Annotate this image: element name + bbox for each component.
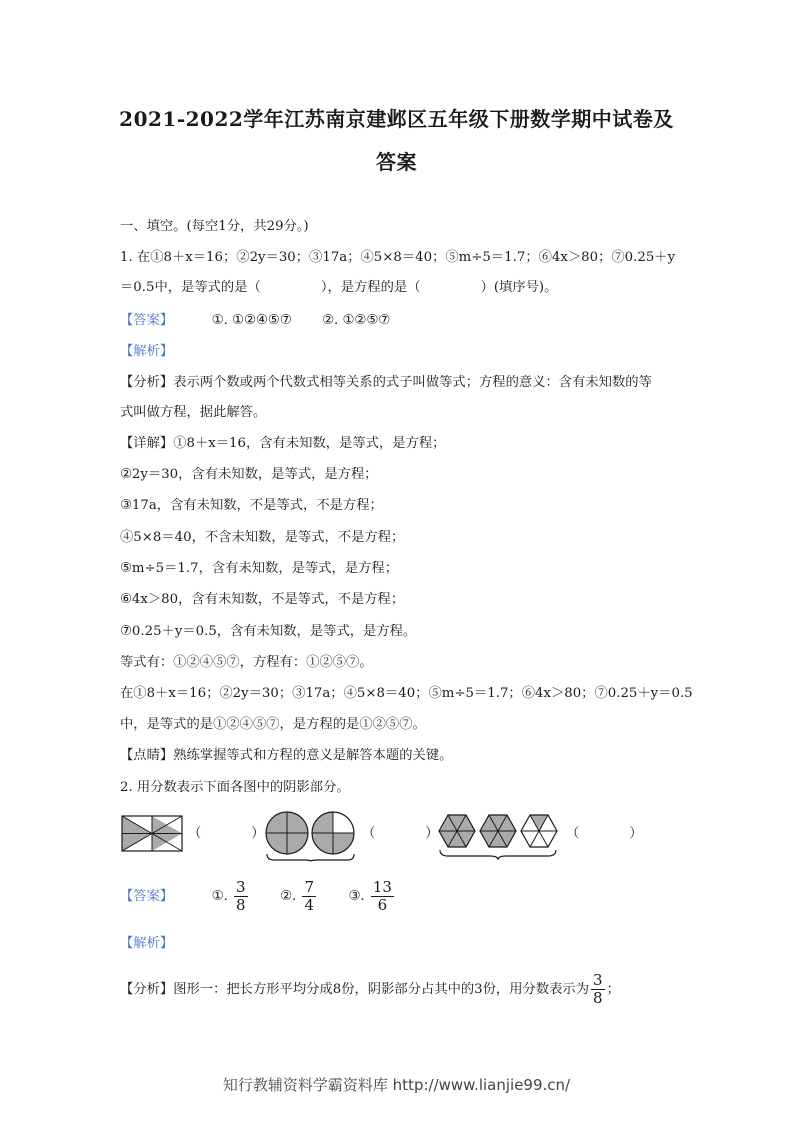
paren-close: ）: [251, 826, 265, 841]
paren-close: ）: [629, 826, 643, 841]
q1-answer-row: [120, 313, 680, 329]
fenxi-tag: 【分析】: [120, 982, 174, 997]
q1-stem-part-a: ＝0.5中，是等式的是（: [120, 280, 261, 295]
q2-answer-3-label: ③.: [348, 889, 365, 904]
q1-detail-6: ⑥4x＞80，含有未知数，不是等式，不是方程；: [120, 592, 405, 607]
q1-detail-7: ⑦0.25＋y＝0.5，含有未知数，是等式，是方程。: [120, 624, 417, 639]
figure-circles: [264, 810, 358, 862]
q2-answer-2-label: ②.: [280, 889, 297, 904]
paren-open: （: [188, 826, 202, 841]
xiangjie-tag: 【详解】: [120, 436, 174, 451]
dianjing-tag: 【点睛】: [120, 748, 174, 763]
q1-fenxi-text: 表示两个数或两个代数式相等关系的式子叫做等式；方程的意义：含有未知数的等: [173, 375, 652, 390]
q2-fenxi-text: 图形一：把长方形平均分成8份，阴影部分占其中的3份，用分数表示为: [173, 982, 590, 997]
q1-summary-3: 中，是等式的是①②④⑤⑦，是方程的是①②⑤⑦。: [120, 717, 426, 732]
figure-hexagons: [438, 812, 562, 860]
footer-watermark: 知行教辅资料学霸资料库 http://www.lianjie99.cn/: [222, 1076, 571, 1094]
q1-answer-2: ②. ①②⑤⑦: [322, 313, 391, 328]
page-title-line2: 答案: [376, 150, 417, 174]
q1-summary-1: 等式有：①②④⑤⑦，方程有：①②⑤⑦。: [120, 655, 373, 670]
q2-answer-1-fraction: $\frac{3}{8}$: [236, 878, 246, 914]
q2-answer-1-label: ①.: [211, 889, 228, 904]
paren-close: ）: [425, 826, 439, 841]
q1-dianjing-text: 熟练掌握等式和方程的意义是解答本题的关键。: [173, 748, 453, 763]
q1-detail-3: ③17a，含有未知数，不是等式，不是方程；: [120, 498, 383, 513]
q1-analysis-tag: 【解析】: [120, 344, 174, 359]
section-heading: 一、填空。(每空1分，共29分。): [120, 219, 309, 234]
q2-answer-row: [120, 879, 680, 915]
q1-summary-2: 在①8＋x＝16；②2y＝30；③17a；④5×8＝40；⑤m÷5＝1.7；⑥4x＞80；⑦0.25＋y＝0.5: [120, 686, 693, 701]
q2-answer-3-fraction: $\frac{13}{6}$: [372, 878, 392, 914]
fenxi-tag: 【分析】: [120, 375, 174, 390]
page-title-line1: 2021-2022学年江苏南京建邺区五年级下册数学期中试卷及: [119, 107, 674, 131]
q1-stem-line1: 1. 在①8＋x＝16；②2y＝30；③17a；④5×8＝40；⑤m÷5＝1.7；⑥4x＞80；⑦0.25＋y: [120, 250, 676, 265]
q2-answer-2-fraction: $\frac{7}{4}$: [304, 878, 314, 914]
q1-dianjing: [120, 748, 680, 764]
q2-fenxi: [120, 972, 680, 1008]
answer-tag: 【答案】: [120, 889, 174, 904]
q2-fenxi-fraction: $\frac{3}{8}$: [593, 971, 603, 1007]
hexagon-1: [439, 815, 475, 847]
q1-stem-line2: [120, 280, 680, 296]
q1-stem-part-b: ），是方程的是（: [320, 280, 421, 295]
q1-detail-1-text: ①8＋x＝16，含有未知数，是等式，是方程；: [173, 436, 446, 451]
q1-detail-4: ④5×8＝40，不含未知数，是等式，不是方程；: [120, 530, 405, 545]
q2-blank-3: [566, 826, 656, 842]
paren-open: （: [566, 826, 580, 841]
q2-fenxi-end: ；: [606, 982, 620, 997]
q1-detail-5: ⑤m÷5＝1.7，含有未知数，是等式，是方程；: [120, 561, 399, 576]
hexagon-2: [480, 815, 516, 847]
q1-detail-1: [120, 436, 680, 452]
paren-open: （: [362, 826, 376, 841]
q1-fenxi-line1: [120, 375, 680, 391]
q1-fenxi-line2: 式叫做方程，据此解答。: [120, 405, 267, 420]
q1-answer-1: ①. ①②④⑤⑦: [211, 313, 292, 328]
q2-stem: 2. 用分数表示下面各图中的阴影部分。: [120, 780, 350, 795]
answer-tag: 【答案】: [120, 313, 174, 328]
q1-stem-part-c: ）(填序号)。: [480, 280, 558, 295]
figure-rectangle: [121, 815, 183, 852]
hexagon-3: [521, 815, 557, 847]
q1-detail-2: ②2y＝30，含有未知数，是等式，是方程；: [120, 467, 378, 482]
q2-analysis-tag: 【解析】: [120, 936, 174, 951]
